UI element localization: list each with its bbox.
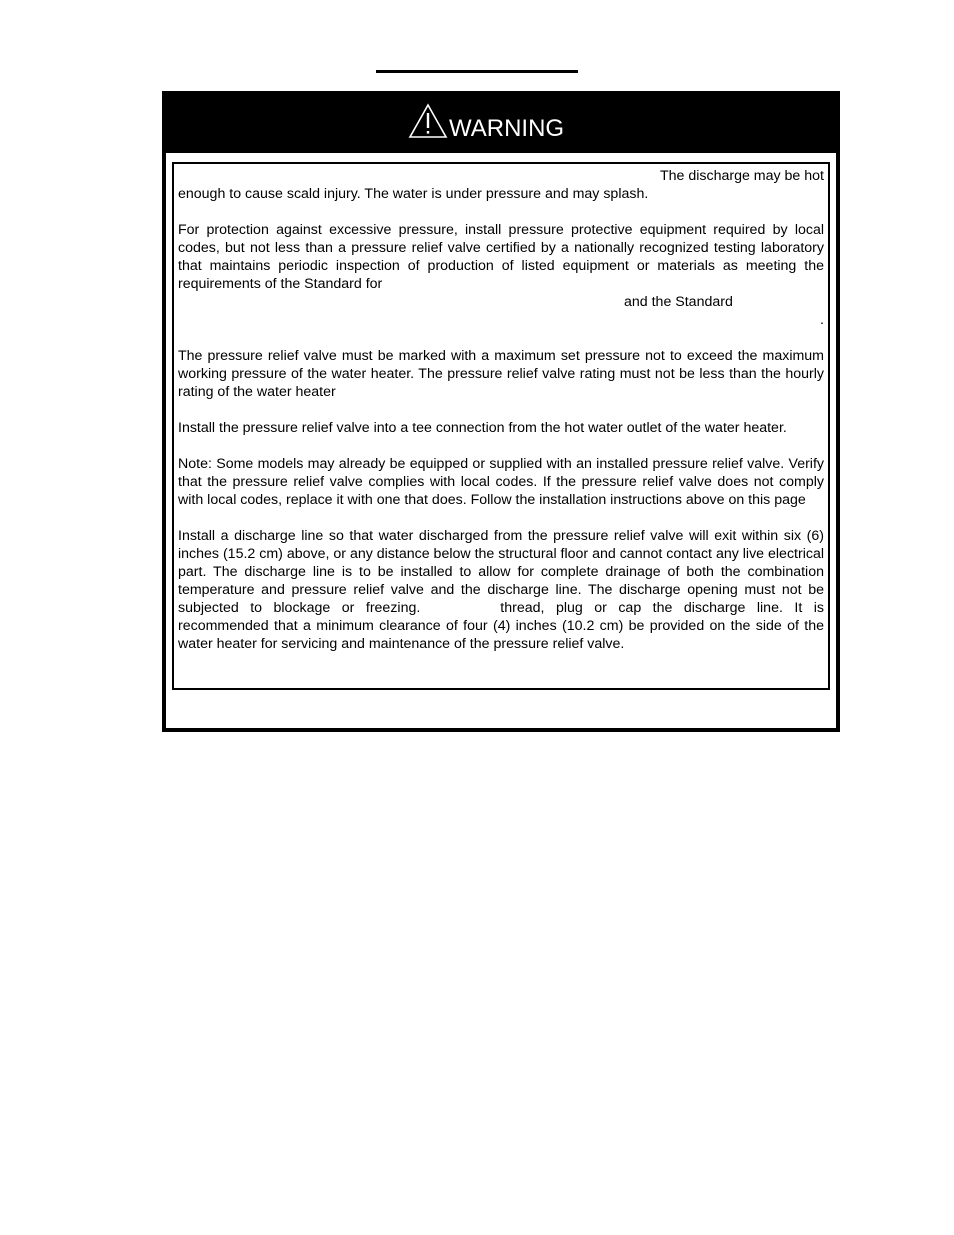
discharge-hot-line: The discharge may be hot — [659, 168, 824, 184]
title-underline — [376, 70, 578, 73]
paragraph-discharge-line — [178, 527, 824, 653]
paragraph-discharge-hot — [178, 167, 824, 203]
warning-triangle-icon — [408, 103, 448, 139]
warning-text-frame — [172, 162, 830, 690]
warning-title: WARNING — [449, 115, 565, 142]
paragraph-note — [178, 455, 824, 509]
paragraph-set-pressure — [178, 347, 824, 401]
paragraph-tee-connection — [178, 419, 824, 437]
set-pressure-text: The pressure relief valve must be marked with a maximum set pressure not to exceed the maximum working pressure of the water heater. The pressure relief valve rating must not be less than the hourly rating of the water heater — [178, 348, 824, 400]
paragraph-pressure-protection — [178, 221, 824, 329]
scald-injury-text: enough to cause scald injury. The water is under pressure and may splash. — [178, 186, 649, 202]
warning-header — [162, 91, 840, 153]
note-text: Note: Some models may already be equipped or supplied with an installed pressure relief valve. Verify that the pressure relief valve complies with local codes. If the pressure relief valve does not comply with local codes, replace it with one that does. Follow the installation instructions above on this page — [178, 456, 824, 508]
discharge-line-cap-text: thread, plug or cap the discharge line. It is recommended that a minimum clearance of four (4) inches (10.2 cm) be provided on the side of the water heater for servicing and maintenance of the pressure relief valve. — [178, 600, 824, 652]
discharge-line-text: Install a discharge line so that water discharged from the pressure relief valve will exit within six (6) inches (15.2 cm) above, or any distance below the structural floor and cannot contact any live electrical part. The discharge line is to be installed to allow for complete drainage of both the combination temperature and pressure relief valve and the discharge line. The discharge opening must not be subjected to blockage or freezing. — [178, 528, 824, 616]
warning-box — [162, 91, 840, 732]
and-the-standard-text: and the Standard — [624, 294, 733, 310]
warning-text — [178, 167, 824, 653]
standard-period: . — [820, 312, 824, 328]
warning-body — [166, 153, 836, 728]
tee-connection-text: Install the pressure relief valve into a tee connection from the hot water outlet of the water heater. — [178, 420, 787, 436]
pressure-protection-text: For protection against excessive pressure, install pressure protective equipment required by local codes, but not less than a pressure relief valve certified by a nationally recognized testing laboratory that maintains periodic inspection of production of listed equipment or materials as meeting the requirements of the Standard for — [178, 222, 824, 292]
